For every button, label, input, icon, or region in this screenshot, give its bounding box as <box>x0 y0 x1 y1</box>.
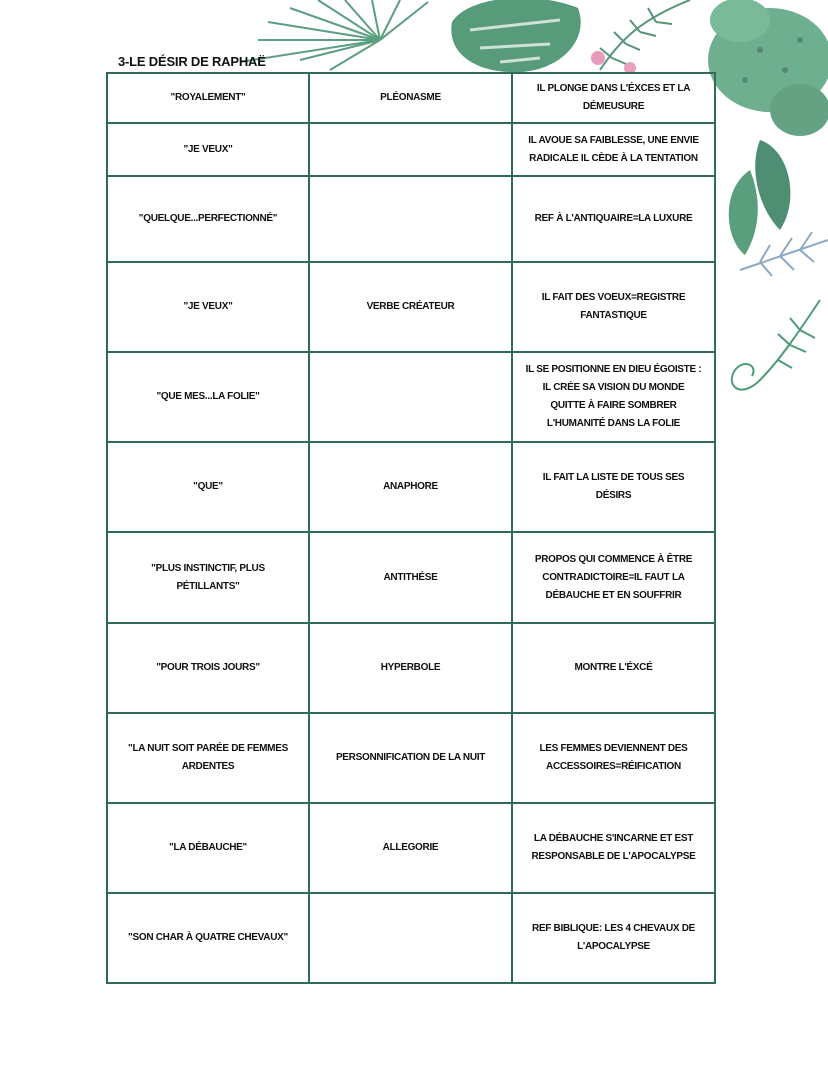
table-row <box>107 123 715 176</box>
interpretation-cell: IL AVOUE SA FAIBLESSE, UNE ENVIE RADICALE IL CÈDE À LA TENTATION <box>512 123 715 176</box>
citation-cell: "QUE" <box>107 442 309 532</box>
interpretation-cell: IL FAIT DES VOEUX=REGISTRE FANTASTIQUE <box>512 262 715 352</box>
figure-cell <box>309 893 512 983</box>
curled-fern-icon <box>732 300 820 390</box>
citation-cell: "QUE MES...LA FOLIE" <box>107 352 309 442</box>
figure-cell: ANAPHORE <box>309 442 512 532</box>
interpretation-cell: IL PLONGE DANS L'ÉXCES ET LA DÉMEUSURE <box>512 73 715 123</box>
table-row <box>107 442 715 532</box>
table-row <box>107 352 715 442</box>
interpretation-cell: MONTRE L'ÉXCÉ <box>512 623 715 713</box>
table-row <box>107 713 715 803</box>
analysis-table <box>106 72 716 984</box>
interpretation-cell: PROPOS QUI COMMENCE À ÊTRE CONTRADICTOIRE=IL FAUT LA DÉBAUCHE ET EN SOUFFRIR <box>512 532 715 623</box>
table-row <box>107 623 715 713</box>
table-row <box>107 262 715 352</box>
cactus-icon <box>708 0 828 136</box>
page-title: 3-LE DÉSIR DE RAPHAË <box>118 54 266 69</box>
table-row <box>107 73 715 123</box>
table-row <box>107 803 715 893</box>
figure-cell <box>309 176 512 262</box>
table-row <box>107 532 715 623</box>
figure-cell <box>309 123 512 176</box>
interpretation-cell: REF À L'ANTIQUAIRE=LA LUXURE <box>512 176 715 262</box>
figure-cell: PERSONNIFICATION DE LA NUIT <box>309 713 512 803</box>
interpretation-cell: IL FAIT LA LISTE DE TOUS SES DÉSIRS <box>512 442 715 532</box>
pink-flower-icon <box>591 51 605 65</box>
fern-icon <box>600 0 690 70</box>
citation-cell: "JE VEUX" <box>107 123 309 176</box>
interpretation-cell: LES FEMMES DEVIENNENT DES ACCESSOIRES=RÉIFICATION <box>512 713 715 803</box>
citation-cell: "SON CHAR À QUATRE CHEVAUX" <box>107 893 309 983</box>
figure-cell: ALLEGORIE <box>309 803 512 893</box>
citation-cell: "JE VEUX" <box>107 262 309 352</box>
interpretation-cell: LA DÉBAUCHE S'INCARNE ET EST RESPONSABLE DE L'APOCALYPSE <box>512 803 715 893</box>
monstera-leaf-icon <box>451 0 580 72</box>
figure-cell: ANTITHÉSE <box>309 532 512 623</box>
table-row <box>107 893 715 983</box>
citation-cell: "LA NUIT SOIT PARÉE DE FEMMES ARDENTES <box>107 713 309 803</box>
interpretation-cell: REF BIBLIQUE: LES 4 CHEVAUX DE L'APOCALYPSE <box>512 893 715 983</box>
citation-cell: "ROYALEMENT" <box>107 73 309 123</box>
blue-frond-icon <box>740 232 828 276</box>
figure-cell: VERBE CRÉATEUR <box>309 262 512 352</box>
figure-cell <box>309 352 512 442</box>
hanging-leaf-icon <box>729 140 791 255</box>
table-row <box>107 176 715 262</box>
figure-cell: PLÉONASME <box>309 73 512 123</box>
citation-cell: "POUR TROIS JOURS" <box>107 623 309 713</box>
figure-cell: HYPERBOLE <box>309 623 512 713</box>
interpretation-cell: IL SE POSITIONNE EN DIEU ÉGOISTE : IL CRÉE SA VISION DU MONDE QUITTE À FAIRE SOMBRER L'HUMANITÉ DANS LA FOLIE <box>512 352 715 442</box>
citation-cell: "PLUS INSTINCTIF, PLUS PÉTILLANTS" <box>107 532 309 623</box>
citation-cell: "LA DÉBAUCHE" <box>107 803 309 893</box>
citation-cell: "QUELQUE...PERFECTIONNÉ" <box>107 176 309 262</box>
palm-leaf-icon <box>240 0 428 70</box>
